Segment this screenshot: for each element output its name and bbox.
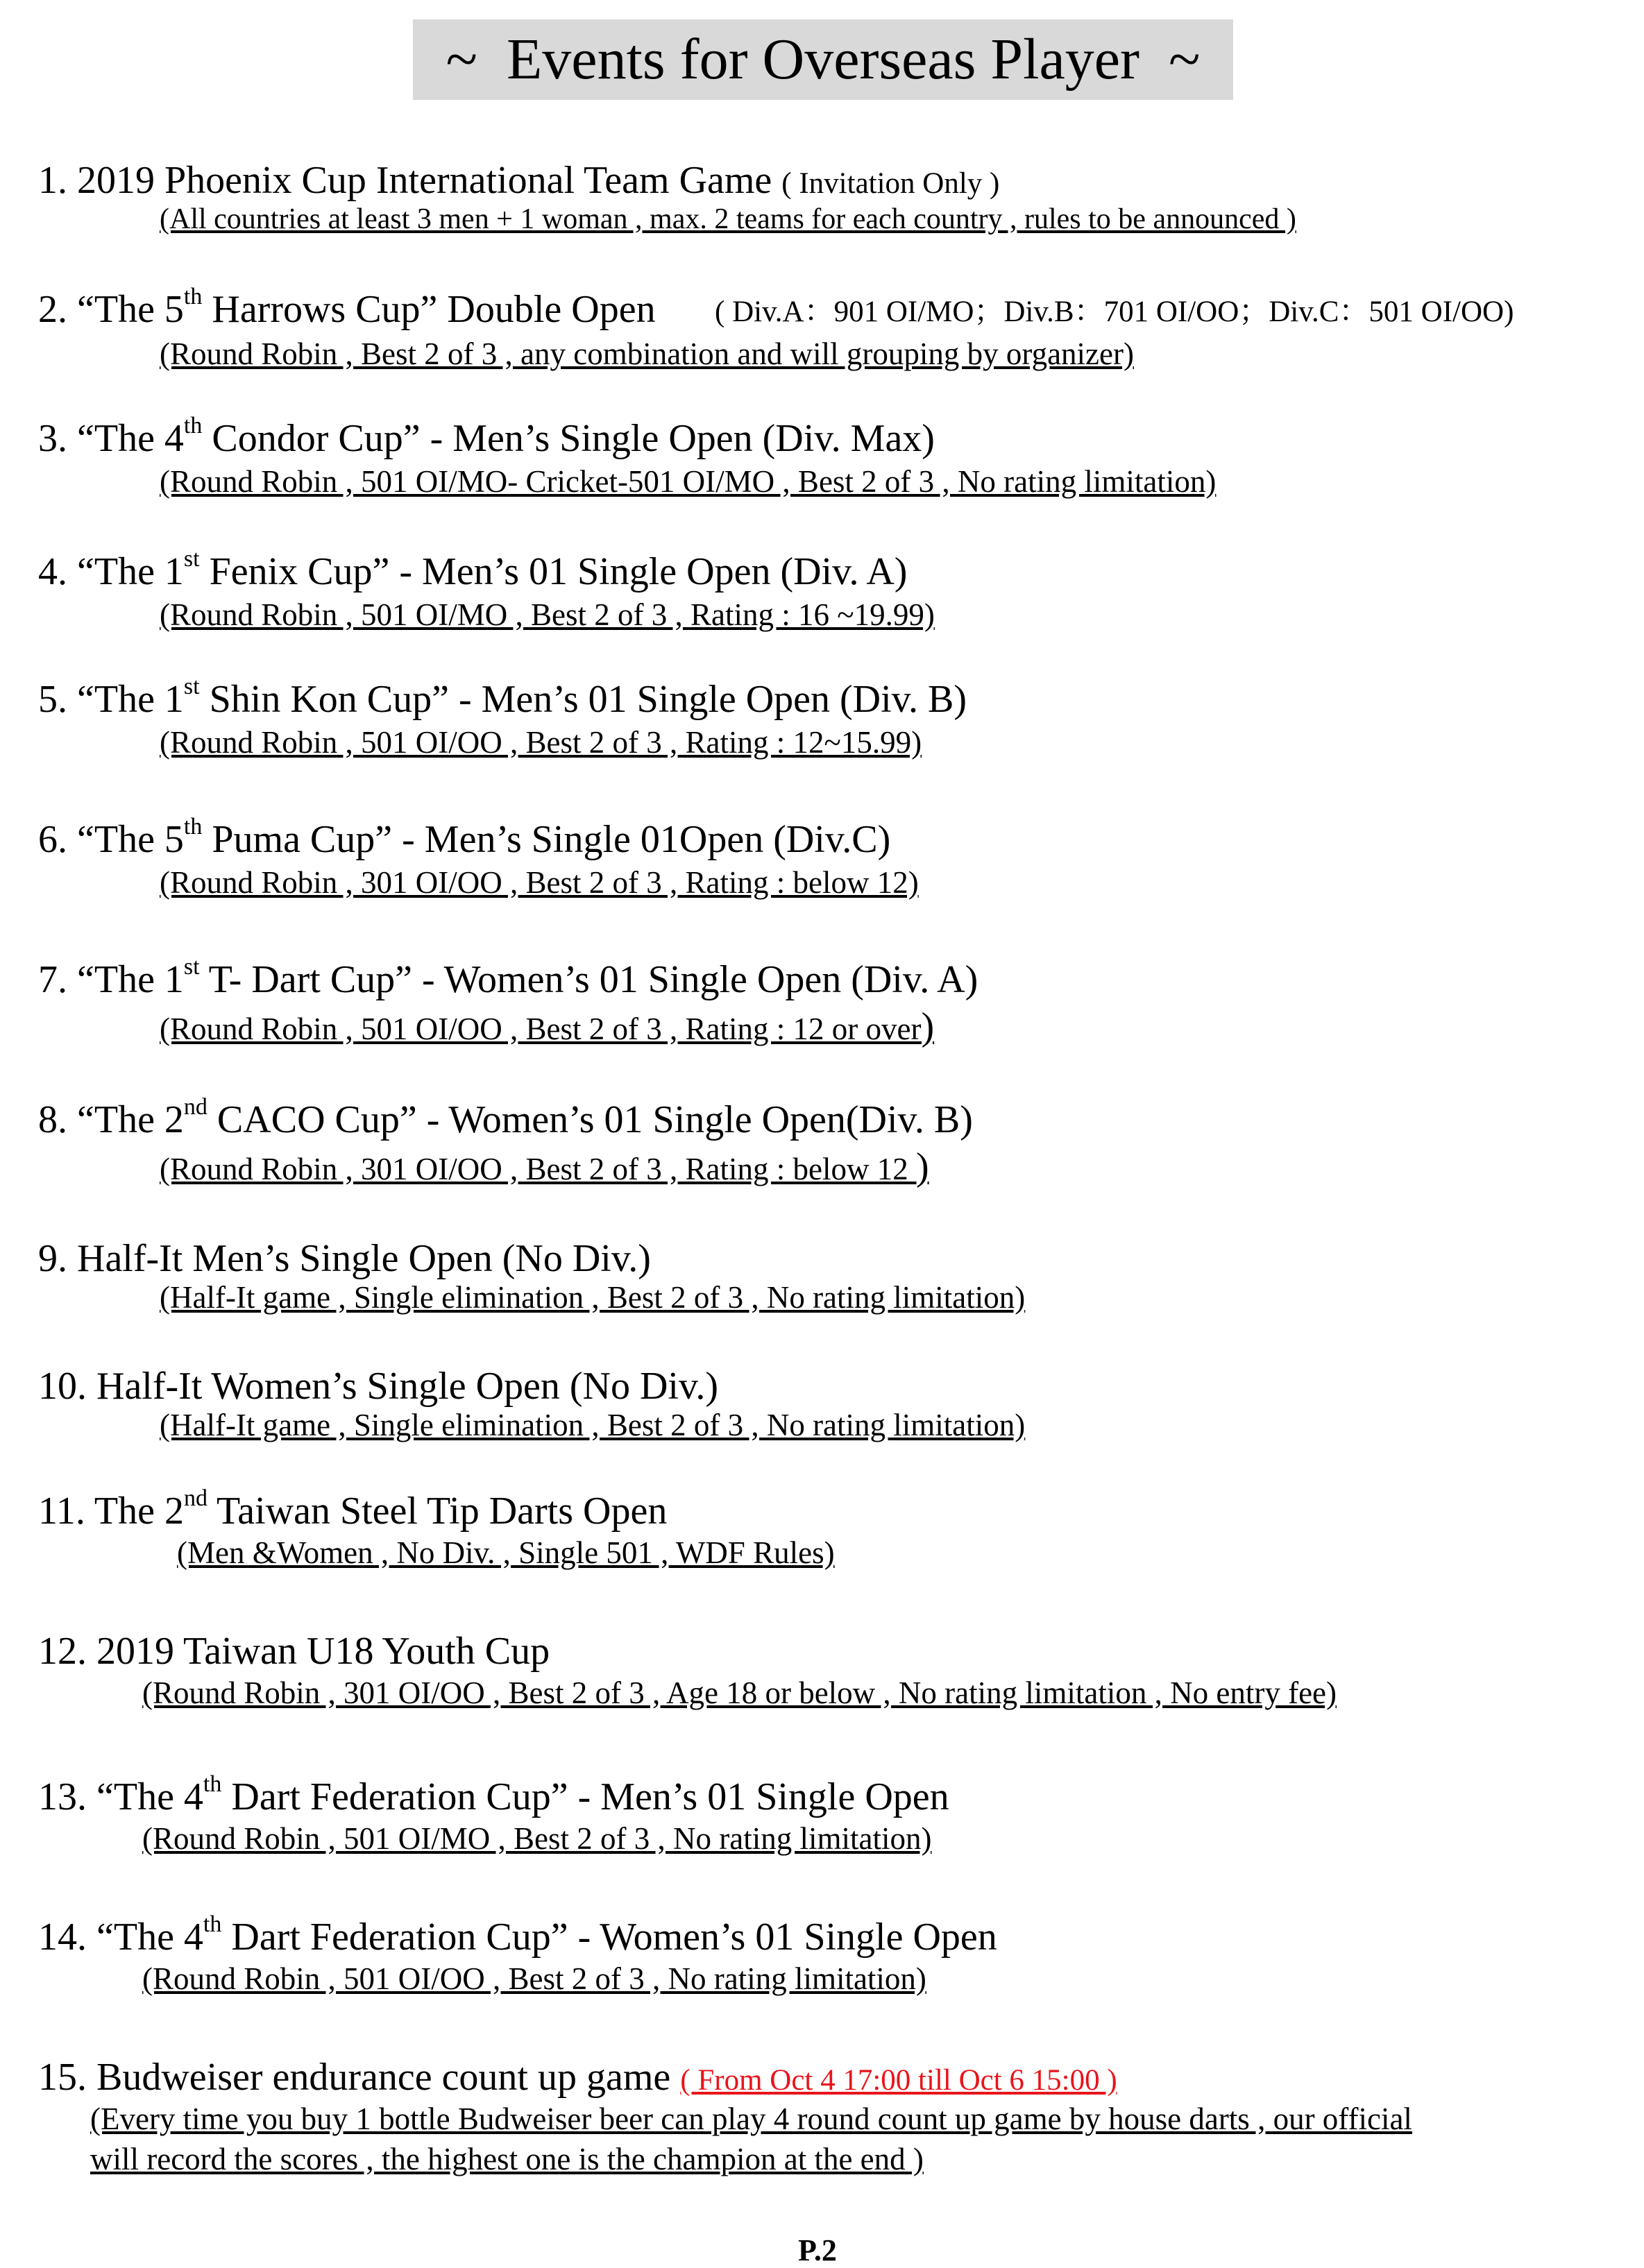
event-8-detail: (Round Robin , 301 OI/OO , Best 2 of 3 , Rating : below 12 ) xyxy=(160,1145,929,1188)
event-9-title: 9. Half-It Men’s Single Open (No Div.) xyxy=(38,1237,651,1280)
event-13-detail: (Round Robin , 501 OI/MO , Best 2 of 3 , No rating limitation) xyxy=(142,1821,932,1856)
page-number: P.2 xyxy=(798,2233,837,2267)
event-1-detail: (All countries at least 3 men + 1 woman , max. 2 teams for each country , rules to be announced ) xyxy=(160,203,1296,235)
event-2-detail: (Round Robin , Best 2 of 3 , any combination and will grouping by organizer) xyxy=(160,336,1134,371)
event-11-title: 11. The 2nd Taiwan Steel Tip Darts Open xyxy=(38,1485,668,1533)
event-10-title: 10. Half-It Women’s Single Open (No Div.) xyxy=(38,1365,718,1408)
event-8-title: 8. “The 2nd CACO Cup” - Women’s 01 Single Open(Div. B) xyxy=(38,1094,973,1141)
event-1-note: ( Invitation Only ) xyxy=(781,167,1000,200)
event-7-detail: (Round Robin , 501 OI/OO , Best 2 of 3 , Rating : 12 or over) xyxy=(160,1005,935,1048)
event-5-detail: (Round Robin , 501 OI/OO , Best 2 of 3 , Rating : 12~15.99) xyxy=(160,725,922,760)
event-7-title: 7. “The 1st T- Dart Cup” - Women’s 01 Single Open (Div. A) xyxy=(38,954,978,1001)
event-15-detail-line-1: (Every time you buy 1 bottle Budweiser beer can play 4 round count up game by house darts , our official xyxy=(90,2101,1412,2136)
event-9-detail: (Half-It game , Single elimination , Best 2 of 3 , No rating limitation) xyxy=(160,1280,1026,1315)
event-2-note: ( Div.A：901 OI/MO；Div.B：701 OI/OO；Div.C：501 OI/OO) xyxy=(715,296,1514,328)
title-banner xyxy=(413,19,1233,100)
event-15-time-range: ( From Oct 4 17:00 till Oct 6 15:00 ) xyxy=(680,2064,1117,2097)
event-5-title: 5. “The 1st Shin Kon Cup” - Men’s 01 Single Open (Div. B) xyxy=(38,674,967,721)
event-2-title: 2. “The 5th Harrows Cup” Double Open xyxy=(38,284,656,331)
event-15-detail-line-2: will record the scores , the highest one is the champion at the end ) xyxy=(90,2142,924,2176)
event-1-title: 1. 2019 Phoenix Cup International Team Game ( Invitation Only ) xyxy=(38,159,1000,202)
event-15-title: 15. Budweiser endurance count up game ( From Oct 4 17:00 till Oct 6 15:00 ) xyxy=(38,2056,1117,2099)
event-6-title: 6. “The 5th Puma Cup” - Men’s Single 01Open (Div.C) xyxy=(38,814,891,861)
event-4-detail: (Round Robin , 501 OI/MO , Best 2 of 3 , Rating : 16 ~19.99) xyxy=(160,597,935,632)
event-10-detail: (Half-It game , Single elimination , Best 2 of 3 , No rating limitation) xyxy=(160,1408,1026,1442)
event-3-detail: (Round Robin , 501 OI/MO- Cricket-501 OI/MO , Best 2 of 3 , No rating limitation) xyxy=(160,464,1217,499)
event-4-title: 4. “The 1st Fenix Cup” - Men’s 01 Single Open (Div. A) xyxy=(38,546,908,593)
page-title: ~ Events for Overseas Player ~ xyxy=(446,27,1201,92)
event-11-detail: (Men &Women , No Div. , Single 501 , WDF Rules) xyxy=(177,1535,835,1570)
event-12-detail: (Round Robin , 301 OI/OO , Best 2 of 3 , Age 18 or below , No rating limitation , No entry fee) xyxy=(142,1676,1337,1710)
event-13-title: 13. “The 4th Dart Federation Cup” - Men’s 01 Single Open xyxy=(38,1771,949,1818)
event-6-detail: (Round Robin , 301 OI/OO , Best 2 of 3 , Rating : below 12) xyxy=(160,865,919,900)
event-3-title: 3. “The 4th Condor Cup” - Men’s Single Open (Div. Max) xyxy=(38,413,935,460)
event-14-detail: (Round Robin , 501 OI/OO , Best 2 of 3 , No rating limitation) xyxy=(142,1961,926,1996)
event-12-title: 12. 2019 Taiwan U18 Youth Cup xyxy=(38,1630,550,1673)
event-14-title: 14. “The 4th Dart Federation Cup” - Women’s 01 Single Open xyxy=(38,1911,997,1959)
